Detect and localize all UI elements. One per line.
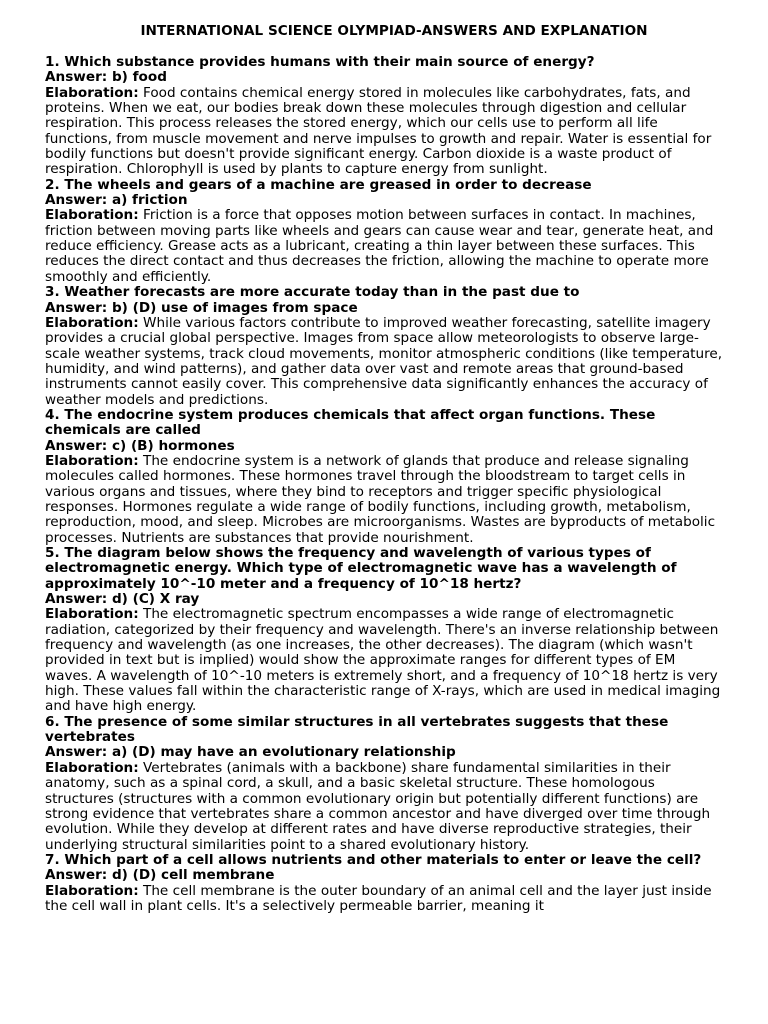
- qa-item-2: [45, 178, 725, 285]
- answer-3: Answer: b) (D) use of images from space: [45, 299, 358, 316]
- question-4: 4. The endocrine system produces chemicals that affect organ functions. These chemicals are called: [45, 406, 656, 439]
- elaboration-1: [45, 86, 725, 178]
- elaboration-label: Elaboration:: [45, 759, 139, 776]
- qa-item-4: [45, 408, 725, 546]
- elaboration-7: [45, 884, 725, 915]
- answer-5: Answer: d) (C) X ray: [45, 591, 200, 608]
- document-page: [45, 22, 725, 914]
- question-1: 1. Which substance provides humans with their main source of energy?: [45, 54, 595, 70]
- elaboration-label: Elaboration:: [45, 314, 139, 331]
- elaboration-4: [45, 454, 725, 546]
- elaboration-6: [45, 761, 725, 853]
- answer-4: Answer: c) (B) hormones: [45, 437, 235, 454]
- question-7: 7. Which part of a cell allows nutrients and other materials to enter or leave the cell?: [45, 851, 702, 868]
- qa-item-3: [45, 285, 725, 408]
- elaboration-text-3: While various factors contribute to improved weather forecasting, satellite imagery provides a crucial global perspective. Images from space allow meteorologists to observe large-scale weather systems, track cloud movements, monitor atmospheric conditions (like temperature, humidity, and wind patterns), and gather data over vast and remote areas that ground-based instruments cannot easily cover. This comprehensive data significantly enhances the accuracy of weather models and predictions.: [45, 314, 723, 408]
- elaboration-label: Elaboration:: [45, 452, 139, 469]
- question-2: 2. The wheels and gears of a machine are greased in order to decrease: [45, 176, 592, 193]
- elaboration-label: Elaboration:: [45, 882, 139, 899]
- elaboration-label: Elaboration:: [45, 84, 139, 101]
- elaboration-text-7: The cell membrane is the outer boundary of an animal cell and the layer just inside the cell wall in plant cells. It's a selectively permeable barrier, meaning it: [45, 882, 712, 914]
- elaboration-text-5: The electromagnetic spectrum encompasses a wide range of electromagnetic radiation, categorized by their frequency and wavelength. There's an inverse relationship between frequency and wavelength (as one increases, the other decreases). The diagram (which wasn't provided in text but is implied) would show the approximate ranges for different types of EM waves. A wavelength of 10^-10 meters is extremely short, and a frequency of 10^18 hertz is very high. These values fall within the characteristic range of X-rays, which are used in medical imaging and have high energy.: [45, 606, 721, 715]
- answer-6: Answer: a) (D) may have an evolutionary relationship: [45, 744, 456, 761]
- elaboration-text-2: Friction is a force that opposes motion between surfaces in contact. In machines, friction between moving parts like wheels and gears can cause wear and tear, generate heat, and reduce efficiency. Grease acts as a lubricant, creating a thin layer between these surfaces. This reduces the direct contact and thus decreases the friction, allowing the machine to operate more smoothly and efficiently.: [45, 207, 714, 285]
- question-3: 3. Weather forecasts are more accurate today than in the past due to: [45, 284, 580, 301]
- answer-7: Answer: d) (D) cell membrane: [45, 867, 275, 884]
- qa-item-1: [45, 55, 725, 178]
- elaboration-text-1: Food contains chemical energy stored in molecules like carbohydrates, fats, and proteins. When we eat, our bodies break down these molecules through digestion and cellular respiration. This process releases the stored energy, which our cells use to perform all life functions, from muscle movement and nerve impulses to growth and repair. Water is essential for bodily functions but doesn't provide significant energy. Carbon dioxide is a waste product of respiration. Chlorophyll is used by plants to capture energy from sunlight.: [45, 84, 712, 178]
- question-5: 5. The diagram below shows the frequency and wavelength of various types of electromagnetic energy. Which type of electromagnetic wave has a wavelength of approximately 10^-10 meter and a frequency of 10^18 hertz?: [45, 545, 677, 592]
- elaboration-2: [45, 208, 725, 285]
- elaboration-text-6: Vertebrates (animals with a backbone) share fundamental similarities in their anatomy, such as a spinal cord, a skull, and a basic skeletal structure. These homologous structures (structures with a common evolutionary origin but potentially different functions) are strong evidence that vertebrates share a common ancestor and have diverged over time through evolution. While they develop at different rates and have diverse reproductive strategies, their underlying structural similarities point to a shared evolutionary history.: [45, 759, 711, 853]
- elaboration-text-4: The endocrine system is a network of glands that produce and release signaling molecules called hormones. These hormones travel through the bloodstream to target cells in various organs and tissues, where they bind to receptors and trigger specific physiological responses. Hormones regulate a wide range of bodily functions, including growth, metabolism, reproduction, mood, and sleep. Microbes are microorganisms. Wastes are byproducts of metabolic processes. Nutrients are substances that provide nourishment.: [45, 452, 716, 546]
- question-6: 6. The presence of some similar structures in all vertebrates suggests that these vertebrates: [45, 713, 669, 746]
- answer-1: Answer: b) food: [45, 69, 167, 86]
- answer-2: Answer: a) friction: [45, 192, 188, 209]
- elaboration-5: [45, 607, 725, 714]
- qa-item-5: [45, 546, 725, 715]
- document-title: INTERNATIONAL SCIENCE OLYMPIAD-ANSWERS AND EXPLANATION: [140, 23, 648, 39]
- elaboration-label: Elaboration:: [45, 606, 139, 623]
- elaboration-3: [45, 316, 725, 408]
- qa-item-6: [45, 715, 725, 853]
- elaboration-label: Elaboration:: [45, 207, 139, 224]
- qa-item-7: [45, 853, 725, 914]
